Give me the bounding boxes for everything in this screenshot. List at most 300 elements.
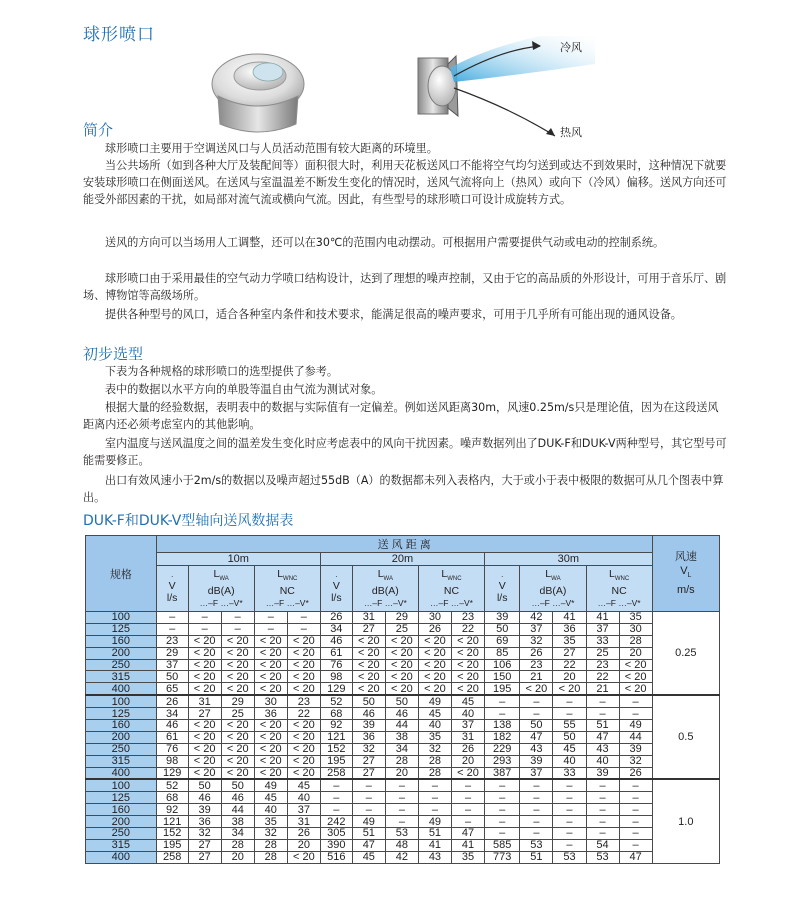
value-cell: 23 [520,659,553,671]
table-row [86,792,720,804]
value-cell: < 20 [254,720,287,732]
value-cell: < 20 [619,659,652,671]
value-cell: < 20 [287,671,320,683]
selection-paragraph-1: 下表为各种规格的球形喷口的选型提供了参考。 [105,365,338,378]
col-lwa-header: $L_{WA}$ dB(A) …–F …–V* [188,566,254,612]
value-cell: 36 [352,731,385,743]
value-cell: < 20 [418,635,451,647]
value-cell: 26 [156,695,188,707]
value-cell: 47 [586,731,619,743]
airflow-data-table [85,535,720,864]
value-cell: 50 [485,623,520,635]
value-cell: 39 [586,767,619,779]
value-cell: < 20 [188,647,221,659]
value-cell: 47 [520,731,553,743]
value-cell: 27 [188,708,221,720]
value-cell: < 20 [287,755,320,767]
value-cell: 28 [385,755,418,767]
value-cell: – [352,804,385,816]
value-cell: – [352,779,385,791]
value-cell: 30 [418,612,451,624]
col-flow-header: · V l/s [485,566,520,612]
value-cell: < 20 [287,659,320,671]
value-cell: 38 [385,731,418,743]
value-cell: 29 [156,647,188,659]
col-speed-header [652,536,719,612]
selection-paragraph-3: 根据大量的经验数据，表明表中的数据与实际值有一定偏差。例如送风距离30m，风速0.25m/s只是理论值，因为在这段送风距离内还必须考虑室内的其他影响。 [83,401,719,431]
value-cell: 36 [553,623,586,635]
value-cell: 28 [254,851,287,863]
value-cell: < 20 [221,647,254,659]
value-cell: 50 [156,671,188,683]
value-cell: – [451,792,484,804]
speed-unit: m/s [676,584,695,597]
value-cell: 50 [188,779,221,791]
value-cell: 27 [352,767,385,779]
value-cell: – [520,816,553,828]
value-cell: < 20 [352,635,385,647]
value-cell: – [418,779,451,791]
value-cell: – [553,816,586,828]
value-cell: 35 [553,635,586,647]
value-cell: 41 [586,612,619,624]
value-cell: < 20 [254,767,287,779]
spec-cell: 160 [86,720,157,732]
spec-cell: 250 [86,828,157,840]
value-cell: 258 [320,767,352,779]
value-cell: 85 [485,647,520,659]
value-cell: 26 [520,647,553,659]
value-cell: 45 [418,708,451,720]
value-cell: 50 [352,695,385,707]
table-row [86,851,720,863]
spec-cell: 250 [86,659,157,671]
value-cell: 46 [352,708,385,720]
col-lwnc-header: $L_{WNC}$ NC …–F …–V* [586,566,652,612]
value-cell: 51 [520,851,553,863]
speed-cell: 0.5 [652,695,719,779]
value-cell: 25 [385,623,418,635]
value-cell: 40 [586,755,619,767]
value-cell: 41 [451,839,484,851]
spec-cell: 200 [86,647,157,659]
table-row [86,755,720,767]
value-cell: < 20 [254,671,287,683]
value-cell: – [385,816,418,828]
value-cell: 20 [451,755,484,767]
intro-heading: 简介 [83,121,114,139]
value-cell: – [586,804,619,816]
value-cell: 33 [586,635,619,647]
value-cell: 22 [553,659,586,671]
value-cell: 98 [156,755,188,767]
table-row [86,828,720,840]
value-cell: < 20 [221,731,254,743]
selection-paragraph-5: 出口有效风速小于2m/s的数据以及噪声超过55dB（A）的数据都未列入表格内，大于或小于表中极限的数据可从几个图表中算出。 [83,474,724,504]
table-row [86,659,720,671]
value-cell: – [451,816,484,828]
value-cell: < 20 [188,635,221,647]
value-cell: 49 [254,779,287,791]
value-cell: – [520,779,553,791]
value-cell: – [485,792,520,804]
value-cell: 26 [418,623,451,635]
value-cell: < 20 [553,683,586,695]
table-row [86,635,720,647]
value-cell: 29 [221,695,254,707]
value-cell: 43 [586,743,619,755]
value-cell: 516 [320,851,352,863]
value-cell: 27 [188,851,221,863]
value-cell: – [320,792,352,804]
value-cell: < 20 [188,743,221,755]
value-cell: – [553,792,586,804]
spec-cell: 125 [86,792,157,804]
value-cell: 195 [320,755,352,767]
intro-paragraph-5: 提供各种型号的风口，适合各种室内条件和技术要求，能满足很高的噪声要求，可用于几乎所有可能出现的通风设备。 [105,308,682,321]
value-cell: 25 [221,708,254,720]
value-cell: 138 [485,720,520,732]
value-cell: 26 [619,767,652,779]
value-cell: – [619,816,652,828]
intro-paragraph-2: 当公共场所（如到各种大厅及装配间等）面积很大时，利用天花板送风口不能将空气均匀送到或达不到效果时，这种情况下就要安装球形喷口在侧面送风。在送风与室温温差不断发生变化的情况时，送风气流将向上（热风）或向下（冷风）偏移。送风方向还可能受外部因素的干扰，如局部对流气流或横向气流。因此，有些型号的球形喷口可设计成旋转方式。 [83,159,727,206]
speed-label: 风速 [674,550,697,563]
table-row [86,708,720,720]
value-cell: 20 [287,839,320,851]
value-cell: 39 [619,743,652,755]
col-lwnc-header: $L_{WNC}$ NC …–F …–V* [418,566,484,612]
value-cell: – [418,804,451,816]
value-cell: 23 [156,635,188,647]
value-cell: < 20 [221,755,254,767]
value-cell: < 20 [451,767,484,779]
value-cell: 51 [418,828,451,840]
value-cell: 32 [520,635,553,647]
value-cell: 43 [418,851,451,863]
value-cell: – [553,695,586,707]
value-cell: 35 [418,731,451,743]
table-row [86,779,720,791]
spec-cell: 400 [86,767,157,779]
value-cell: 49 [352,816,385,828]
value-cell: 68 [156,792,188,804]
value-cell: 35 [254,816,287,828]
spec-cell: 125 [86,708,157,720]
value-cell: – [320,779,352,791]
value-cell: 54 [586,839,619,851]
value-cell: 53 [520,839,553,851]
value-cell: – [485,779,520,791]
spec-cell: 315 [86,671,157,683]
value-cell: 45 [352,851,385,863]
spec-cell: 315 [86,755,157,767]
value-cell: < 20 [418,683,451,695]
value-cell: 26 [451,743,484,755]
value-cell: 34 [385,743,418,755]
value-cell: 31 [188,695,221,707]
value-cell: 47 [451,828,484,840]
value-cell: – [385,792,418,804]
value-cell: < 20 [619,683,652,695]
value-cell: – [619,839,652,851]
value-cell: < 20 [451,635,484,647]
speed-cell: 0.25 [652,612,719,696]
intro-paragraph-4: 球形喷口由于采用最佳的空气动力学喷口结构设计，达到了理想的噪声控制，又由于它的高品质的外形设计，可用于音乐厅、剧场、博物馆等高级场所。 [83,272,727,302]
selection-heading: 初步选型 [83,345,144,363]
value-cell: 22 [586,671,619,683]
value-cell: < 20 [188,720,221,732]
value-cell: 28 [619,635,652,647]
hot-air-label: 热风 [560,126,582,139]
value-cell: – [586,779,619,791]
value-cell: 23 [287,695,320,707]
value-cell: < 20 [385,683,418,695]
value-cell: 129 [156,767,188,779]
value-cell: 26 [320,612,352,624]
value-cell: < 20 [352,671,385,683]
spec-cell: 200 [86,816,157,828]
table-row [86,839,720,851]
value-cell: – [619,804,652,816]
value-cell: – [320,804,352,816]
value-cell: 37 [156,659,188,671]
value-cell: 39 [188,804,221,816]
value-cell: < 20 [221,767,254,779]
value-cell: – [619,828,652,840]
value-cell: 52 [320,695,352,707]
value-cell: – [520,804,553,816]
value-cell: < 20 [221,671,254,683]
value-cell: – [619,792,652,804]
value-cell: – [485,804,520,816]
value-cell: < 20 [188,755,221,767]
value-cell: – [485,816,520,828]
value-cell: – [619,779,652,791]
value-cell: – [221,623,254,635]
value-cell: – [586,816,619,828]
spec-cell: 315 [86,839,157,851]
value-cell: – [451,779,484,791]
value-cell: 92 [156,804,188,816]
value-cell: < 20 [619,671,652,683]
distance-10m: 10m [156,553,320,566]
value-cell: 50 [520,720,553,732]
value-cell: < 20 [221,635,254,647]
value-cell: < 20 [221,743,254,755]
value-cell: 35 [451,851,484,863]
value-cell: 29 [385,612,418,624]
table-row [86,804,720,816]
intro-paragraph-1: 球形喷口主要用于空调送风口与人员活动范围有较大距离的环境里。 [105,142,438,155]
value-cell: 20 [553,671,586,683]
value-cell: 33 [553,767,586,779]
value-cell: 585 [485,839,520,851]
value-cell: < 20 [451,659,484,671]
value-cell: 36 [254,708,287,720]
value-cell: 31 [352,612,385,624]
table-row [86,816,720,828]
value-cell: 55 [553,720,586,732]
value-cell: < 20 [188,767,221,779]
value-cell: – [586,708,619,720]
value-cell: 39 [352,720,385,732]
cold-air-label: 冷风 [560,41,582,54]
value-cell: 45 [553,743,586,755]
value-cell: – [586,695,619,707]
value-cell: < 20 [418,659,451,671]
value-cell: 49 [418,695,451,707]
value-cell: – [619,708,652,720]
value-cell: – [553,839,586,851]
col-lwnc-header: $L_{WNC}$ NC …–F …–V* [254,566,320,612]
value-cell: < 20 [254,731,287,743]
value-cell: – [553,779,586,791]
spec-cell: 400 [86,683,157,695]
value-cell: 53 [385,828,418,840]
value-cell: 42 [385,851,418,863]
value-cell: < 20 [254,635,287,647]
value-cell: 46 [221,792,254,804]
value-cell: 293 [485,755,520,767]
value-cell: 44 [619,731,652,743]
value-cell: – [156,623,188,635]
value-cell: 53 [553,851,586,863]
value-cell: 27 [188,839,221,851]
value-cell: 34 [320,623,352,635]
value-cell: < 20 [254,683,287,695]
selection-paragraph-4: 室内温度与送风温度之间的温差发生变化时应考虑表中的风向干扰因素。噪声数据列出了DUK-F和DUK-V两种型号，其它型号可能需要修正。 [83,437,727,467]
value-cell: < 20 [287,635,320,647]
value-cell: 50 [553,731,586,743]
speed-cell: 1.0 [652,779,719,863]
table-row [86,671,720,683]
value-cell: – [287,612,320,624]
value-cell: < 20 [188,659,221,671]
value-cell: 41 [553,612,586,624]
value-cell: < 20 [188,671,221,683]
value-cell: 773 [485,851,520,863]
spec-cell: 250 [86,743,157,755]
value-cell: 40 [287,792,320,804]
value-cell: 36 [188,816,221,828]
value-cell: 46 [156,720,188,732]
intro-paragraph-3: 送风的方向可以当场用人工调整，还可以在30℃的范围内电动摆动。可根据用户需要提供气动或电动的控制系统。 [105,236,665,249]
value-cell: – [385,779,418,791]
value-cell: 61 [320,647,352,659]
value-cell: < 20 [254,647,287,659]
product-figure [210,36,595,144]
value-cell: 27 [352,755,385,767]
value-cell: 49 [418,816,451,828]
col-lwa-header: $L_{WA}$ dB(A) …–F …–V* [352,566,418,612]
table-row [86,695,720,707]
value-cell: – [520,792,553,804]
value-cell: – [451,804,484,816]
value-cell: – [352,792,385,804]
value-cell: 61 [156,731,188,743]
value-cell: 21 [520,671,553,683]
value-cell: < 20 [385,635,418,647]
value-cell: 37 [287,804,320,816]
value-cell: 27 [352,623,385,635]
value-cell: – [553,828,586,840]
value-cell: – [553,804,586,816]
value-cell: 150 [485,671,520,683]
value-cell: – [485,695,520,707]
value-cell: – [520,708,553,720]
col-lwa-header: $L_{WA}$ dB(A) …–F …–V* [520,566,586,612]
value-cell: 32 [418,743,451,755]
value-cell: 32 [619,755,652,767]
value-cell: 39 [520,755,553,767]
value-cell: < 20 [418,647,451,659]
value-cell: 152 [156,828,188,840]
value-cell: 34 [221,828,254,840]
value-cell: 47 [619,851,652,863]
value-cell: 34 [156,708,188,720]
value-cell: 20 [619,647,652,659]
value-cell: 129 [320,683,352,695]
value-cell: 229 [485,743,520,755]
value-cell: 76 [156,743,188,755]
value-cell: – [485,828,520,840]
value-cell: 98 [320,671,352,683]
spec-cell: 160 [86,635,157,647]
page-title: 球形喷口 [83,25,155,45]
value-cell: 51 [586,720,619,732]
value-cell: 37 [520,623,553,635]
value-cell: 92 [320,720,352,732]
value-cell: 46 [188,792,221,804]
value-cell: 195 [156,839,188,851]
col-flow-header: · V l/s [320,566,352,612]
table-row [86,612,720,624]
value-cell: – [619,695,652,707]
value-cell: 44 [221,804,254,816]
table-row [86,767,720,779]
value-cell: – [156,612,188,624]
value-cell: < 20 [385,671,418,683]
value-cell: 76 [320,659,352,671]
table-title: DUK-F和DUK-V型轴向送风数据表 [83,513,294,529]
value-cell: 45 [451,695,484,707]
value-cell: 106 [485,659,520,671]
value-cell: – [188,623,221,635]
value-cell: 390 [320,839,352,851]
distance-20m: 20m [320,553,484,566]
table-row [86,683,720,695]
value-cell: 50 [385,695,418,707]
value-cell: 32 [352,743,385,755]
spec-cell: 200 [86,731,157,743]
value-cell: < 20 [451,671,484,683]
table-row [86,731,720,743]
value-cell: 68 [320,708,352,720]
col-distance-header: 送 风 距 离 [156,536,652,553]
value-cell: < 20 [254,755,287,767]
table-row [86,647,720,659]
value-cell: 28 [254,839,287,851]
value-cell: – [188,612,221,624]
value-cell: 25 [586,647,619,659]
value-cell: 37 [586,623,619,635]
value-cell: 40 [553,755,586,767]
value-cell: 40 [451,708,484,720]
value-cell: 44 [385,720,418,732]
value-cell: 38 [221,816,254,828]
value-cell: – [485,708,520,720]
spec-cell: 400 [86,851,157,863]
